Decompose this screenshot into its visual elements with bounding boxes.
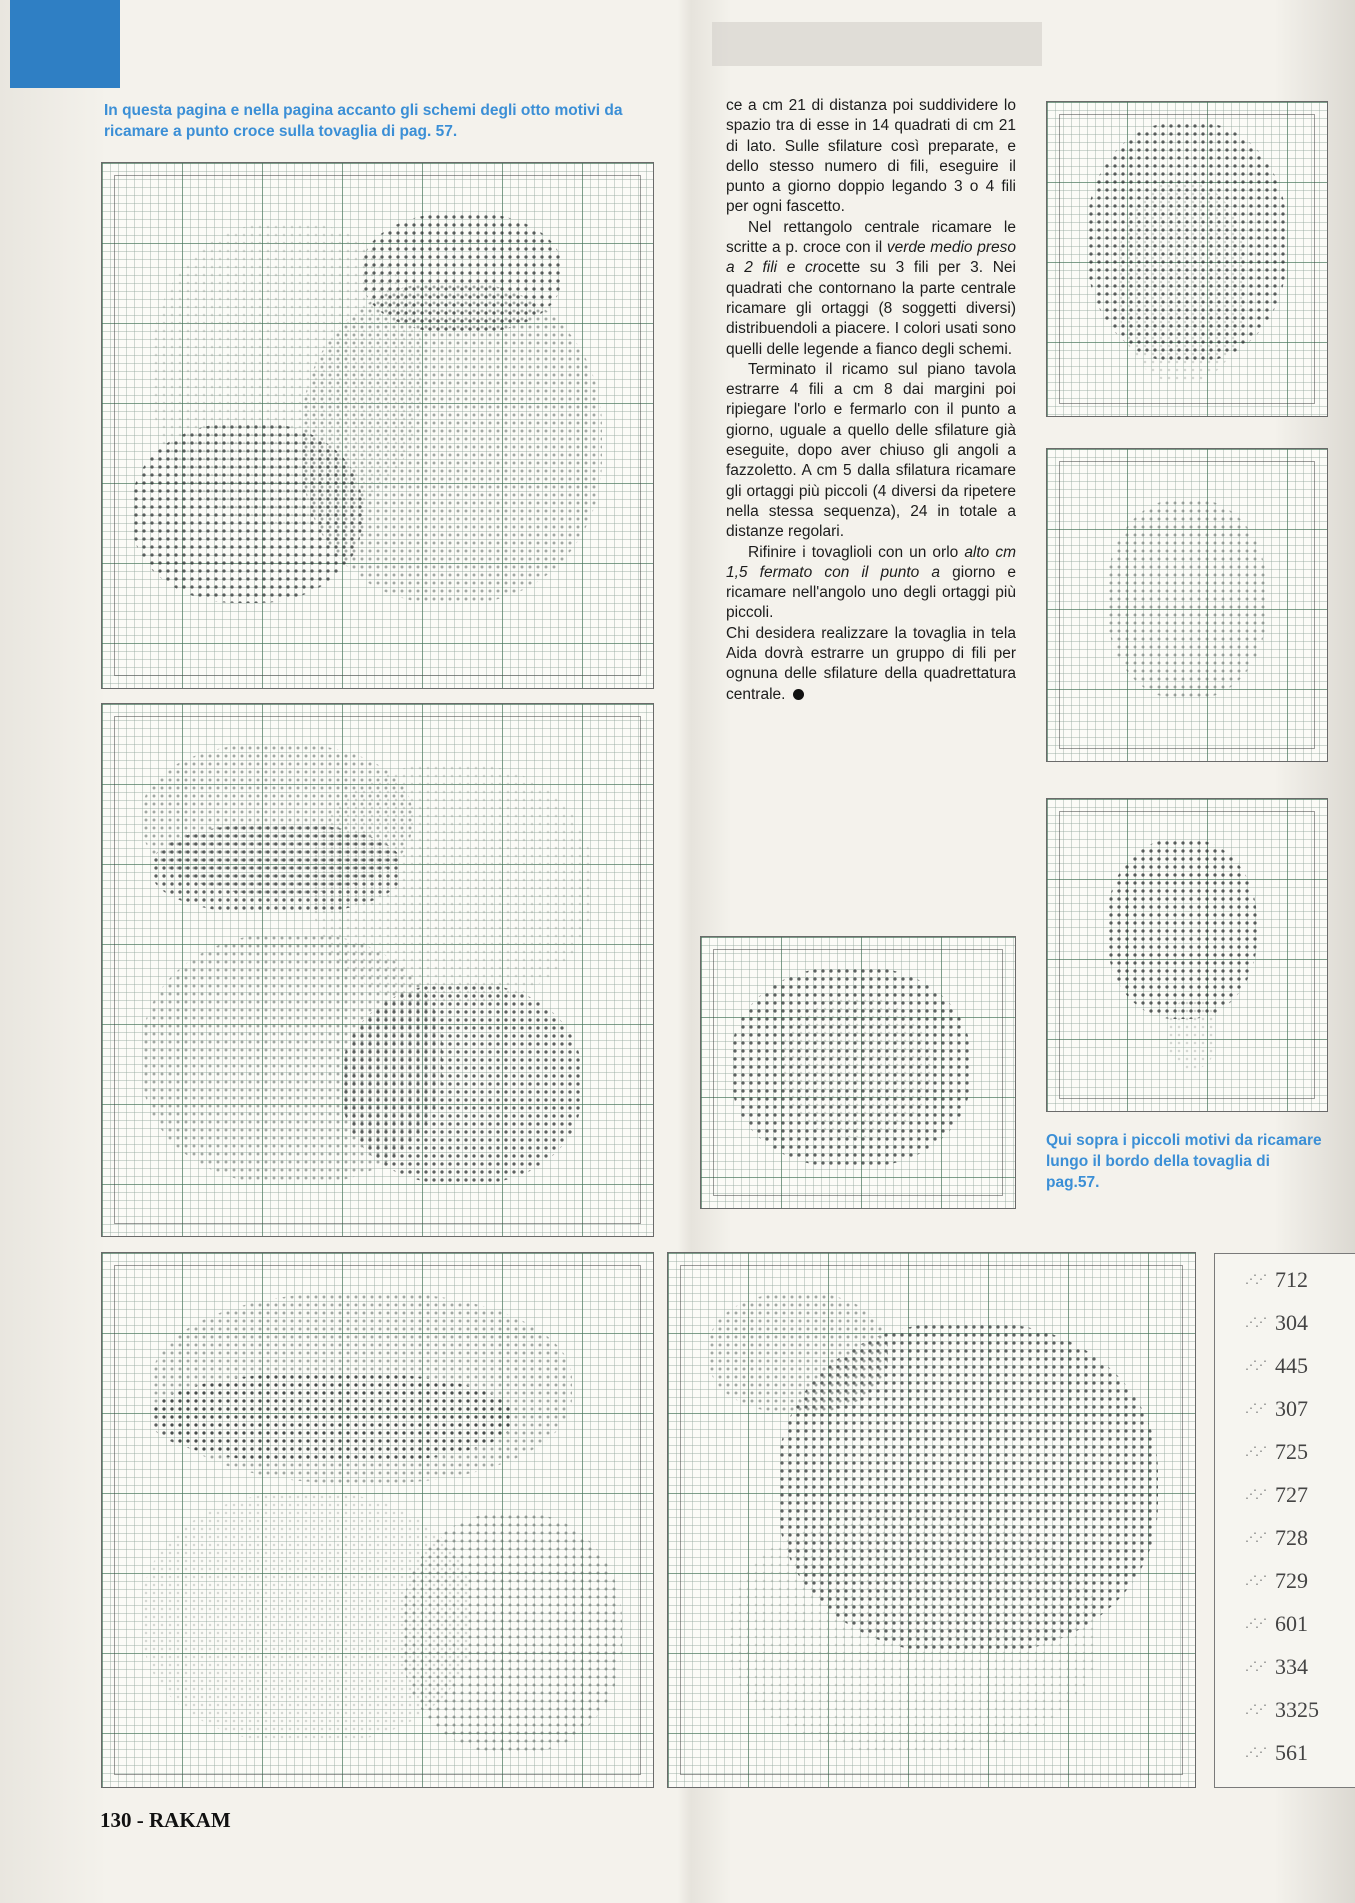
legend-row xyxy=(1215,1690,1355,1730)
legend-code: 561 xyxy=(1275,1740,1308,1765)
legend-row xyxy=(1215,1432,1355,1472)
paragraph-2-italic: verde medio preso a 2 fili e cro xyxy=(726,239,1016,277)
page-footer: 130 - RAKAM xyxy=(100,1808,231,1832)
legend-symbol-icon: ⋰⋰ xyxy=(1245,1702,1265,1716)
header-ghost-band xyxy=(712,22,1042,66)
end-of-article-bullet-icon xyxy=(793,689,804,700)
legend-row xyxy=(1215,1346,1355,1386)
color-legend xyxy=(1214,1253,1355,1788)
legend-symbol-icon: ⋰⋰ xyxy=(1245,1272,1265,1286)
legend-symbol-icon: ⋰⋰ xyxy=(1245,1358,1265,1372)
legend-row xyxy=(1215,1303,1355,1343)
legend-symbol-icon: ⋰⋰ xyxy=(1245,1444,1265,1458)
legend-row xyxy=(1215,1604,1355,1644)
small-motif-chart-2 xyxy=(1046,448,1328,762)
paragraph-2 xyxy=(726,218,1016,360)
legend-code: 712 xyxy=(1275,1267,1308,1292)
paragraph-5 xyxy=(726,624,1016,705)
small-motif-chart-4 xyxy=(700,936,1016,1209)
legend-code: 304 xyxy=(1275,1310,1308,1335)
small-chart-1-motif-light xyxy=(1117,182,1247,382)
legend-symbol-icon: ⋰⋰ xyxy=(1245,1530,1265,1544)
legend-symbol-icon: ⋰⋰ xyxy=(1245,1659,1265,1673)
legend-code: 3325 xyxy=(1275,1697,1319,1722)
legend-row xyxy=(1215,1561,1355,1601)
small-motif-chart-1 xyxy=(1046,101,1328,417)
small-chart-3-stem xyxy=(1167,999,1217,1069)
cross-stitch-chart-1 xyxy=(101,162,654,689)
legend-symbol-icon: ⋰⋰ xyxy=(1245,1616,1265,1630)
paragraph-4-italic: alto cm 1,5 fermato con il punto a xyxy=(726,543,1017,581)
cross-stitch-chart-4 xyxy=(667,1252,1196,1788)
chart-3-motif-dark xyxy=(152,1373,512,1463)
legend-row xyxy=(1215,1260,1355,1300)
paragraph-1: ce a cm 21 di distanza poi suddividere lo spazio tra di esse in 14 quadrati di cm 21 di lato. Sulle sfilature così preparate, e dello stesso numero di fili, eseguire il punto a giorno doppio legando 3 o 4 fili per ogni fascetto. xyxy=(726,97,1016,216)
legend-symbol-icon: ⋰⋰ xyxy=(1245,1315,1265,1329)
small-chart-4-motif-light xyxy=(781,997,931,1137)
legend-row xyxy=(1215,1389,1355,1429)
paragraph-4-part-c: giorno e ricamare nell'angolo uno degli ortaggi più piccoli. xyxy=(726,563,1016,622)
paragraph-3: Terminato il ricamo sul piano tavola estrarre 4 fili a cm 8 dai margini poi ripiegare l'orlo e fermarlo con il punto a giorno, uguale a quello delle sfilature già eseguite, dopo aver chiuso gli angoli a fazzoletto. A cm 5 dalla sfilatura ricamare gli ortaggi più piccoli (4 diversi da ripetere nella stessa sequenza), 24 in totale a distanze regolari. xyxy=(726,360,1016,541)
chart-2-motif-dark xyxy=(342,984,582,1184)
small-chart-3-motif xyxy=(1107,839,1257,1019)
legend-row xyxy=(1215,1733,1355,1773)
legend-symbol-icon: ⋰⋰ xyxy=(1245,1401,1265,1415)
legend-code: 334 xyxy=(1275,1654,1308,1679)
top-caption: In questa pagina e nella pagina accanto gli schemi degli otto motivi da ricamare a punto croce sulla tovaglia di pag. 57. xyxy=(104,102,623,140)
small-motif-chart-3 xyxy=(1046,798,1328,1112)
legend-code: 729 xyxy=(1275,1568,1308,1593)
paragraph-2-part-a: Nel rettangolo centrale ricamare le scritte a p. croce con il xyxy=(726,218,1016,257)
legend-code: 728 xyxy=(1275,1525,1308,1550)
article-body xyxy=(726,96,1016,705)
chart-3-motif-right xyxy=(402,1513,622,1753)
paragraph-4-part-a: Rifinire i tovaglioli con un orlo xyxy=(748,543,965,561)
paragraph-2-part-c: cette su 3 fili per 3. Nei quadrati che contornano la parte centrale ricamare gli ortaggi (8 soggetti diversi) distribuendoli a piacere. I colori usati sono quelli delle legende a fianco degli schemi. xyxy=(726,259,1016,358)
cross-stitch-chart-3 xyxy=(101,1252,654,1788)
chart-1-motif-dark-2 xyxy=(132,423,362,603)
legend-code: 601 xyxy=(1275,1611,1308,1636)
legend-code: 307 xyxy=(1275,1396,1308,1421)
legend-symbol-icon: ⋰⋰ xyxy=(1245,1745,1265,1759)
blue-corner-tab xyxy=(10,0,120,88)
cross-stitch-chart-2 xyxy=(101,703,654,1237)
legend-row xyxy=(1215,1475,1355,1515)
legend-code: 725 xyxy=(1275,1439,1308,1464)
chart-4-motif-bottom xyxy=(728,1513,1098,1753)
side-caption: Qui sopra i piccoli motivi da ricamare lungo il bordo della tovaglia di pag.57. xyxy=(1046,1132,1322,1191)
legend-symbol-icon: ⋰⋰ xyxy=(1245,1487,1265,1501)
paragraph-4 xyxy=(726,543,1016,624)
legend-row xyxy=(1215,1647,1355,1687)
legend-code: 445 xyxy=(1275,1353,1308,1378)
small-chart-2-motif xyxy=(1107,499,1267,699)
paragraph-5-text: Chi desidera realizzare la tovaglia in tela Aida dovrà estrarre un gruppo di fili per ognuna delle sfilature della quadrettatura centrale. xyxy=(726,624,1016,703)
legend-row xyxy=(1215,1518,1355,1558)
legend-code: 727 xyxy=(1275,1482,1308,1507)
legend-symbol-icon: ⋰⋰ xyxy=(1245,1573,1265,1587)
